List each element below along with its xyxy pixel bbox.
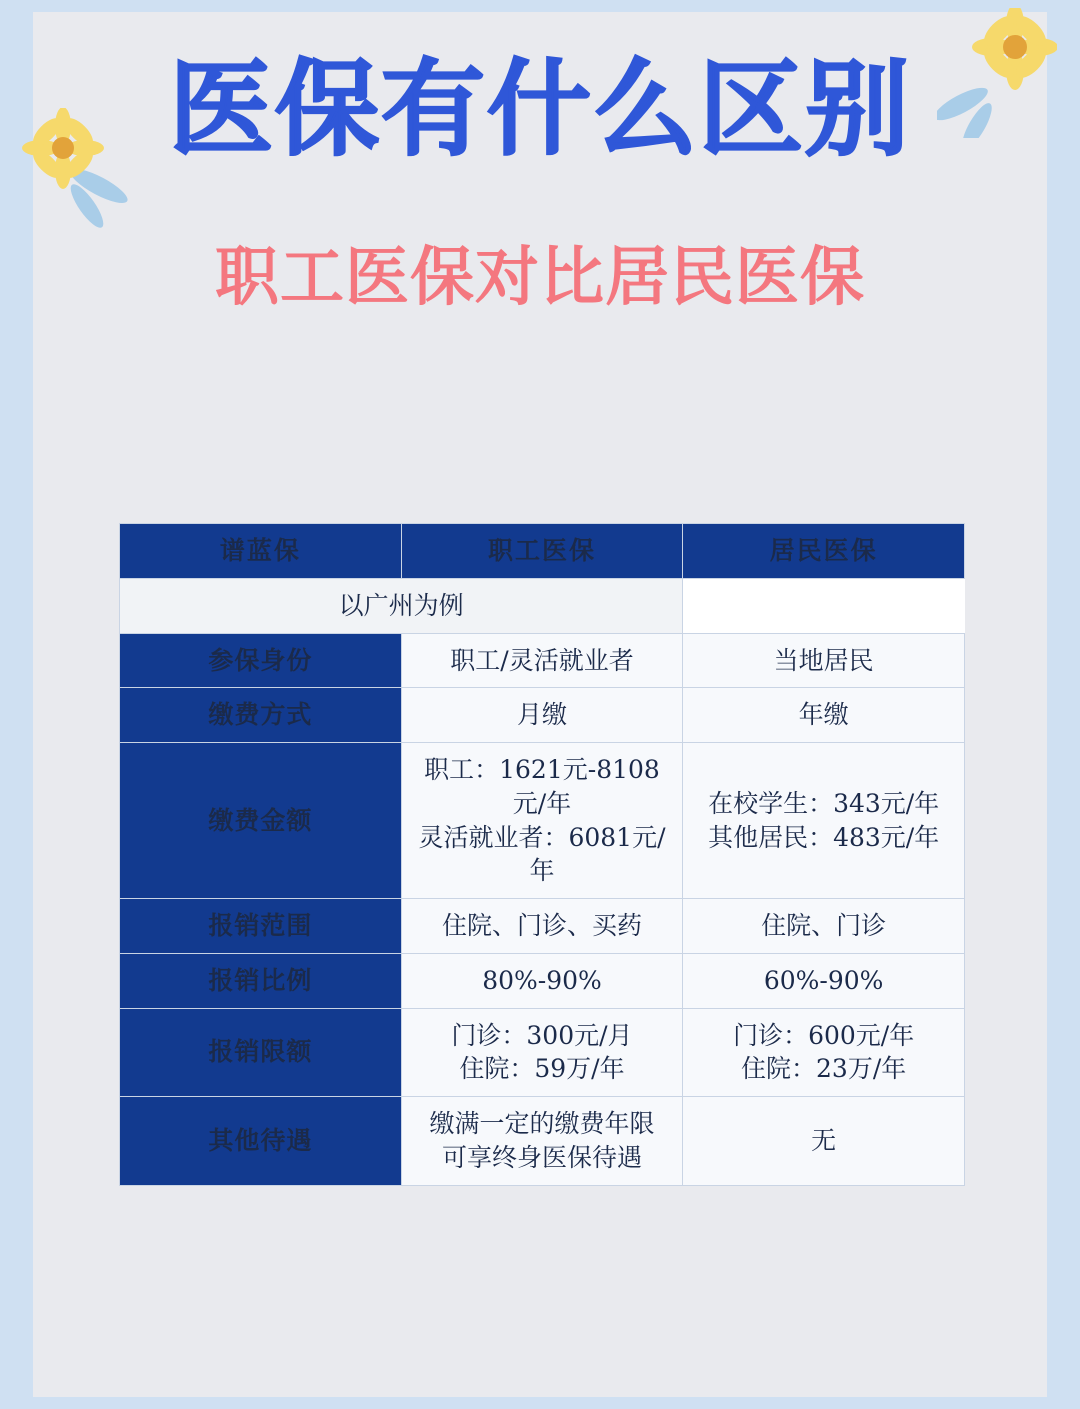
table-row	[120, 899, 965, 954]
row-value-employee: 缴满一定的缴费年限 可享终身医保待遇	[401, 1097, 683, 1186]
row-value-employee: 门诊：300元/月 住院：59万/年	[401, 1008, 683, 1097]
row-value-employee: 住院、门诊、买药	[401, 899, 683, 954]
page-title: 医保有什么区别	[168, 48, 911, 170]
row-value-resident: 住院、门诊	[683, 899, 965, 954]
row-label: 报销比例	[120, 953, 402, 1008]
row-value-employee: 职工/灵活就业者	[401, 633, 683, 688]
brand-label: 谱蓝保	[120, 524, 402, 579]
row-label: 参保身份	[120, 633, 402, 688]
table-row	[120, 633, 965, 688]
row-label: 缴费金额	[120, 743, 402, 899]
row-value-employee: 职工：1621元-8108元/年 灵活就业者：6081元/年	[401, 743, 683, 899]
row-value-resident: 当地居民	[683, 633, 965, 688]
row-value-resident: 门诊：600元/年 住院：23万/年	[683, 1008, 965, 1097]
table-row	[120, 1008, 965, 1097]
poster-card	[33, 12, 1047, 1397]
column-header-resident: 居民医保	[683, 524, 965, 579]
row-label: 报销范围	[120, 899, 402, 954]
comparison-table-wrapper	[119, 523, 965, 1186]
table-row	[120, 743, 965, 899]
table-header-row	[120, 524, 965, 579]
table-row	[120, 953, 965, 1008]
row-value-employee: 80%-90%	[401, 953, 683, 1008]
example-note: 以广州为例	[120, 578, 683, 633]
row-value-employee: 月缴	[401, 688, 683, 743]
table-row	[120, 688, 965, 743]
comparison-table	[119, 523, 965, 1186]
row-value-resident: 60%-90%	[683, 953, 965, 1008]
table-note-row	[120, 578, 965, 633]
row-value-resident: 在校学生：343元/年 其他居民：483元/年	[683, 743, 965, 899]
table-row	[120, 1097, 965, 1186]
column-header-employee: 职工医保	[401, 524, 683, 579]
row-label: 其他待遇	[120, 1097, 402, 1186]
row-value-resident: 年缴	[683, 688, 965, 743]
page-subtitle: 职工医保对比居民医保	[215, 241, 865, 315]
row-label: 报销限额	[120, 1008, 402, 1097]
row-value-resident: 无	[683, 1097, 965, 1186]
row-label: 缴费方式	[120, 688, 402, 743]
